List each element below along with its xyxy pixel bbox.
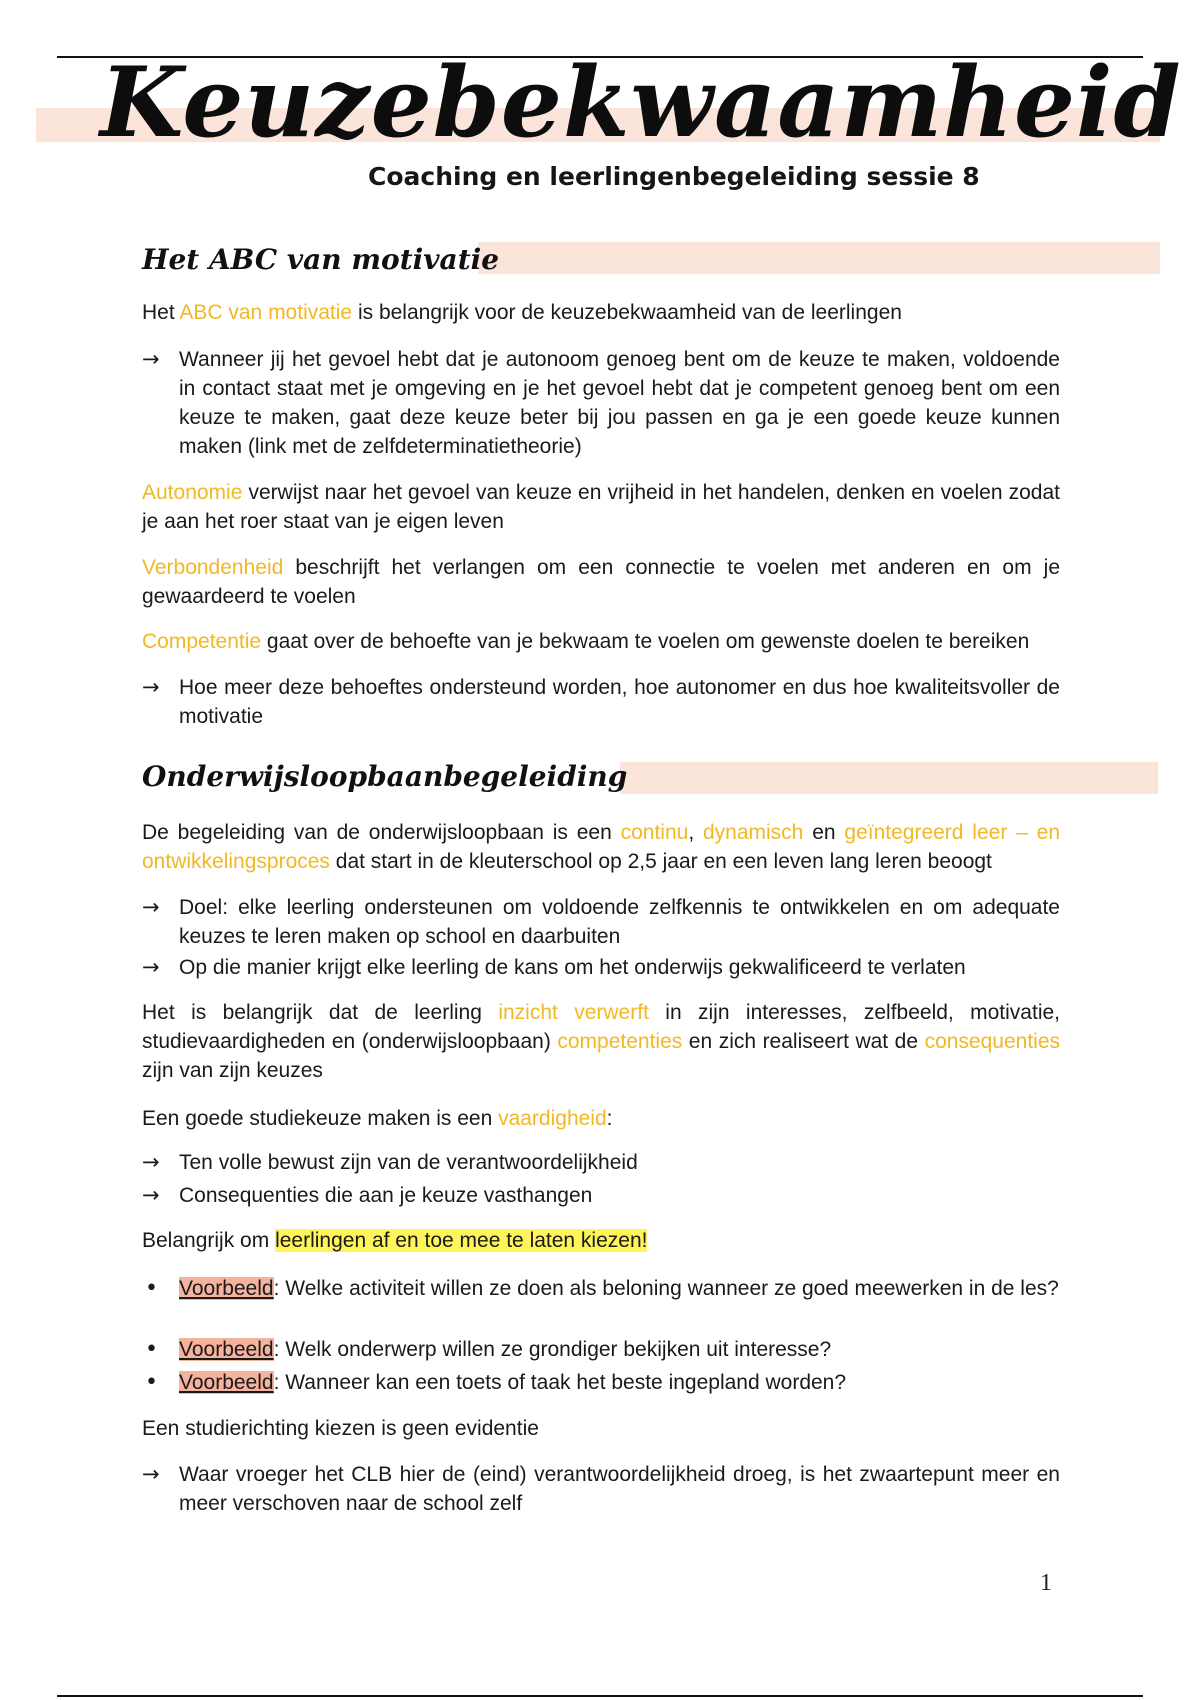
olb-intro-paragraph: De begeleiding van de onderwijsloopbaan is een continu, dynamisch en geïntegreerd leer – en ontwikkelingsproces dat start in de kleuterschool op 2,5 jaar en een leven lang leren beoogt — [142, 821, 1061, 873]
page-number: 1 — [1040, 1570, 1052, 1596]
keyword: inzicht verwerft — [498, 1001, 649, 1024]
autonomie-paragraph: Autonomie verwijst naar het gevoel van keuze en vrijheid in het handelen, denken en voelen zodat je aan het roer staat van je eigen leven — [142, 481, 1060, 533]
arrow-icon: → — [142, 1183, 160, 1207]
arrow-item-bewust: → Ten volle bewust zijn van de verantwoordelijkheid — [142, 1148, 1060, 1177]
keyword: Autonomie — [142, 481, 243, 504]
section-heading-abc: Het ABC van motivatie — [142, 243, 500, 276]
abc-intro-paragraph: Het ABC van motivatie is belangrijk voor de keuzebekwaamheid van de leerlingen — [142, 301, 902, 324]
section-heading-olb: Onderwijsloopbaanbegeleiding — [142, 760, 628, 793]
arrow-item-autonoom: → Wanneer jij het gevoel hebt dat je autonoom genoeg bent om de keuze te maken, voldoende in contact staat met je omgeving en je het gevoel hebt dat je competent genoeg bent om een keuze te maken, gaat deze keuze beter bij jou passen en ga je een goede keuze kunnen maken (link met de zelfdeterminatietheorie) — [142, 347, 1060, 458]
example-item: • Voorbeeld: Welke activiteit willen ze doen als beloning wanneer ze goed meewerken in de les? — [145, 1276, 1059, 1301]
competentie-paragraph: Competentie gaat over de behoefte van je bekwaam te voelen om gewenste doelen te bereiken — [142, 630, 1030, 653]
highlighted-text: leerlingen af en toe mee te laten kiezen! — [275, 1229, 648, 1252]
keyword: Competentie — [142, 630, 262, 653]
meekiezen-paragraph: Belangrijk om leerlingen af en toe mee te laten kiezen! — [142, 1229, 648, 1252]
vaardigheid-paragraph: Een goede studiekeuze maken is een vaardigheid: — [142, 1107, 613, 1130]
arrow-icon: → — [142, 347, 160, 371]
inzicht-paragraph: Het is belangrijk dat de leerling inzicht verwerft in zijn interesses, zelfbeeld, motivatie, studievaardigheden en (onderwijsloopbaan) competenties en zich realiseert wat de consequenties zijn van zijn keuzes — [142, 1001, 1060, 1082]
keyword: vaardigheid — [498, 1107, 607, 1130]
arrow-icon: → — [142, 1462, 160, 1486]
arrow-icon: → — [142, 955, 160, 979]
example-label: Voorbeeld — [179, 1338, 274, 1361]
keyword: competenties — [557, 1030, 683, 1053]
studierichting-paragraph: Een studierichting kiezen is geen evidentie — [142, 1417, 539, 1440]
arrow-item-manier: → Op die manier krijgt elke leerling de kans om het onderwijs gekwalificeerd te verlaten — [142, 953, 1060, 982]
section-heading-band — [620, 762, 1158, 794]
arrow-icon: → — [142, 675, 160, 699]
page-subtitle: Coaching en leerlingenbegeleiding sessie 8 — [368, 162, 980, 191]
example-label: Voorbeeld — [179, 1371, 274, 1394]
keyword: continu — [620, 821, 689, 844]
arrow-item-clb: → Waar vroeger het CLB hier de (eind) verantwoordelijkheid droeg, is het zwaartepunt meer en meer verschoven naar de school zelf — [142, 1462, 1060, 1515]
keyword: geïntegreerd leer – en ontwikkelingsproces — [142, 821, 1061, 873]
keyword: dynamisch — [702, 821, 804, 844]
example-label: Voorbeeld — [179, 1277, 274, 1300]
bullet-icon: • — [145, 1370, 158, 1395]
bullet-icon: • — [145, 1337, 158, 1362]
section-heading-band — [478, 242, 1160, 274]
keyword: consequenties — [924, 1030, 1060, 1053]
page-title: Keuzebekwaamheid — [100, 46, 1182, 159]
example-item: • Voorbeeld: Wanneer kan een toets of taak het beste ingepland worden? — [145, 1370, 847, 1395]
arrow-icon: → — [142, 1150, 160, 1174]
keyword: ABC van motivatie — [179, 301, 353, 324]
keyword: Verbondenheid — [142, 556, 284, 579]
bottom-rule — [57, 1695, 1143, 1697]
arrow-icon: → — [142, 895, 160, 919]
arrow-item-behoeftes: → Hoe meer deze behoeftes ondersteund worden, hoe autonomer en dus hoe kwaliteitsvoller de motivatie — [142, 675, 1060, 728]
arrow-item-doel: → Doel: elke leerling ondersteunen om voldoende zelfkennis te ontwikkelen en om adequate keuzes te leren maken op school en daarbuiten — [142, 895, 1060, 948]
arrow-item-consequenties: → Consequenties die aan je keuze vasthangen — [142, 1181, 1060, 1210]
example-item: • Voorbeeld: Welk onderwerp willen ze grondiger bekijken uit interesse? — [145, 1337, 832, 1362]
verbondenheid-paragraph: Verbondenheid beschrijft het verlangen om een connectie te voelen met anderen en om je gewaardeerd te voelen — [142, 556, 1060, 608]
bullet-icon: • — [145, 1276, 158, 1301]
